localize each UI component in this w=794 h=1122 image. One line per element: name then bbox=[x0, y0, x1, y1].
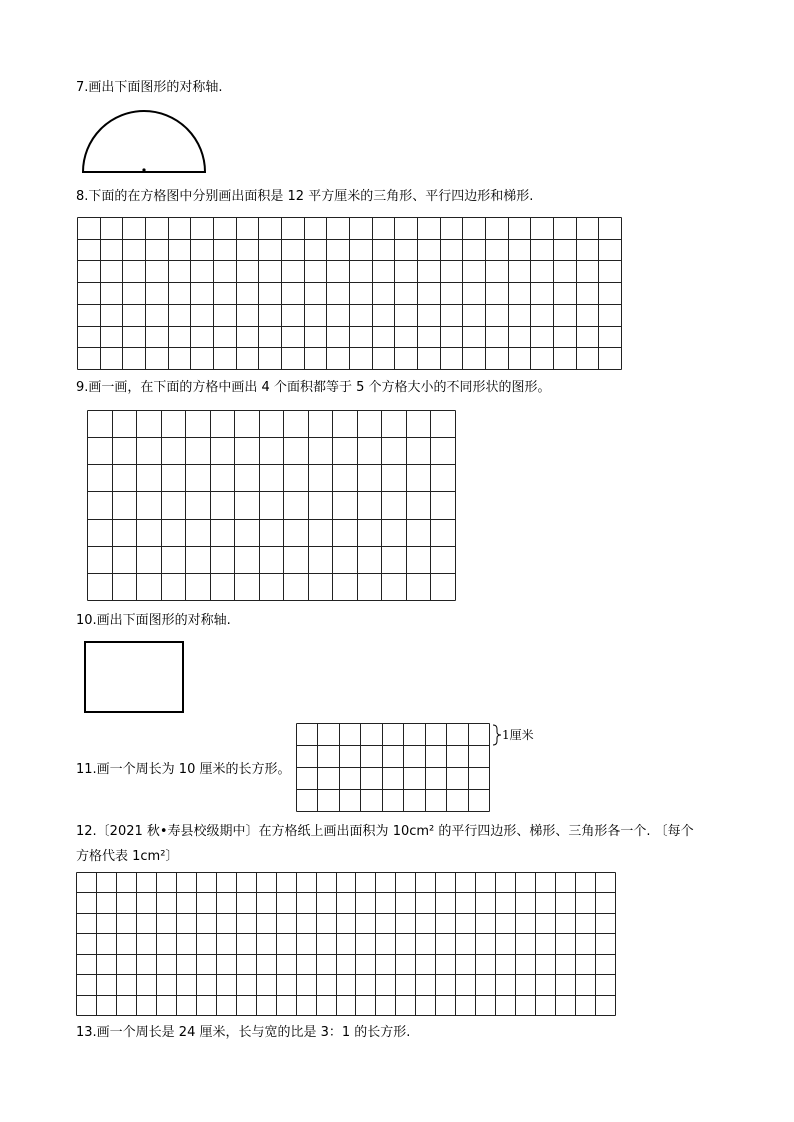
question-10: 10.画出下面图形的对称轴. bbox=[76, 613, 231, 628]
question-9: 9.画一画，在下面的方格中画出 4 个面积都等于 5 个方格大小的不同形状的图形。 bbox=[76, 380, 551, 395]
question-7: 7.画出下面图形的对称轴. bbox=[76, 80, 223, 95]
question-13: 13.画一个周长是 24 厘米，长与宽的比是 3：1 的长方形. bbox=[76, 1025, 411, 1040]
grid-q12 bbox=[76, 872, 616, 1016]
question-11: 11.画一个周长为 10 厘米的长方形。 bbox=[76, 762, 291, 777]
semicircle-figure bbox=[80, 108, 210, 174]
grid-q11 bbox=[296, 723, 490, 812]
question-8: 8.下面的在方格图中分别画出面积是 12 平方厘米的三角形、平行四边形和梯形. bbox=[76, 189, 534, 204]
grid-q9 bbox=[87, 410, 456, 601]
question-12-line-1: 12.〔2021 秋•寿县校级期中〕在方格纸上画出面积为 10cm² 的平行四边形、梯形、三角形各一个. 〔每个 bbox=[76, 824, 694, 839]
grid-q11-unit-label: 1厘米 bbox=[502, 728, 534, 742]
rectangle-figure bbox=[84, 641, 184, 713]
grid-q8 bbox=[77, 217, 622, 370]
question-12-line-2: 方格代表 1cm²〕 bbox=[76, 849, 179, 864]
